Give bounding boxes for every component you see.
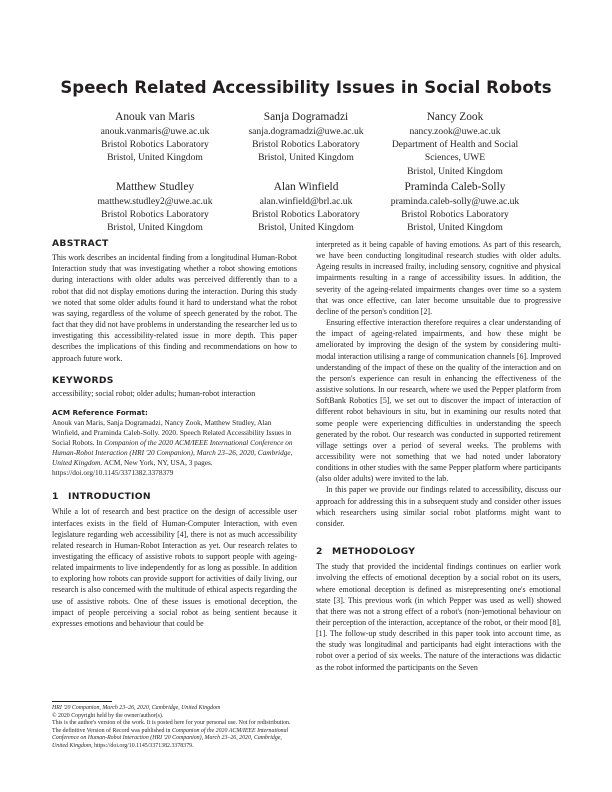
author-affiliation: Bristol Robotics Laboratory	[101, 139, 209, 151]
author-name: Alan Winfield	[273, 181, 339, 193]
introduction-heading	[52, 491, 297, 502]
author-block	[370, 180, 540, 235]
author-block	[70, 180, 240, 235]
introduction-paragraph: In this paper we provide our findings related to accessibility, discuss our approach for addressing this in a subsequent study and consider other issues which researchers using similar social robot platforms might want to consider.	[316, 485, 561, 528]
acm-reference-authors: Anouk van Maris, Sanja Dogramadzi, Nancy Zook, Matthew Studley, Alan Winfield, and Praminda Caleb-Solly. 2020. Speech Related Accessibility Issues in Social Robots. In	[52, 418, 292, 448]
right-column	[316, 239, 561, 673]
introduction-paragraph: Ensuring effective interaction therefore requires a clear understanding of the impact of ageing-related impairments, and how these might be ameliorated by improving the design of the system by considering multi-modal interaction utilising a range of communication channels [6]. Improved understanding of the impact of these on the quality of the interaction and on the person's experience can result in enhancing the effectiveness of the assistive solutions. In our research, where we used the Pepper platform from SoftBank Robotics [5], we set out to discover the impact of interaction of different robot behaviours in situ, but in examining our results noted that some people were experiencing difficulties in understanding the speech generated by the robot. Our research was conducted in supported retirement village settings over a period of several weeks. The problems with accessibility were not something that we had noted under laboratory conditions in other studies with the same Pepper platform where participants (also older adults) were invited to the lab.	[316, 318, 561, 484]
introduction-paragraph-continued: interpreted as it being capable of having emotions. As part of this research, we have been conducting longitudinal research studies with older adults. Ageing results in increased frailty, including sensory, cognitive and physical impairments resulting in a range of accessibility issues. In addition, the severity of the ageing-related impairments changes over time so a system that was once effective, can later become unsuitable due to progressive decline of the person's condition [2].	[316, 240, 561, 316]
footnote-copyright: © 2020 Copyright held by the owner/author(s).	[52, 712, 164, 719]
author-location: Bristol, United Kingdom	[407, 165, 503, 177]
footnote-version-venue: Companion of the 2020 ACM/IEEE International Conference on Human-Robot Interaction (HRI '20 Companion), March 23–26, 2020, Cambridge, United Kingdom,	[52, 727, 289, 749]
methodology-paragraph: The study that provided the incidental findings continues on earlier work involving the effects of emotional deception by a social robot on its users, where emotional deception is defined as misrepresenting one's emotional state [3]. This previous work (in which Pepper was used as well) showed that there was not a strong effect of a robot's (non-)emotional behaviour on their perception of the interaction, acceptance of the robot, or their mood [8],[1]. The follow-up study described in this paper took into account time, as the study was longitudinal and participants had eight interactions with the robot over a period of six weeks. The nature of the interactions was didactic as the robot informed the participants on the Seven	[316, 562, 561, 672]
keywords-text: accessibility; social robot; older adults; human-robot interaction	[52, 388, 256, 398]
author-name: Matthew Studley	[115, 181, 195, 193]
author-affiliation: Bristol Robotics Laboratory	[101, 209, 209, 221]
author-location: Bristol, United Kingdom	[107, 152, 203, 164]
author-email[interactable]: praminda.caleb-solly@uwe.ac.uk	[390, 196, 520, 207]
section-title: METHODOLOGY	[332, 546, 416, 558]
section-title: INTRODUCTION	[68, 491, 151, 503]
footnote-version	[52, 720, 297, 750]
acm-reference-heading: ACM Reference Format:	[52, 408, 148, 418]
acm-reference-doi[interactable]: ACM, New York, NY, USA, 3 pages. https://doi.org/10.1145/3371382.3378379	[52, 458, 213, 478]
author-name: Nancy Zook	[426, 111, 484, 123]
author-location: Bristol, United Kingdom	[107, 222, 203, 234]
acm-reference-venue: Companion of the 2020 ACM/IEEE International Conference on Human-Robot Interaction (HRI '20 Companion), March 23–26, 2020, Cambridge, United Kingdom.	[52, 438, 293, 468]
author-affiliation: Bristol Robotics Laboratory	[252, 209, 360, 221]
introduction-paragraph: While a lot of research and best practice on the design of accessible user interfaces exists in the field of Human-Computer Interaction, with even legislature regarding web accessibility [4], there is not as much accessibility related research in Human-Robot Interaction as yet. Our research relates to investigating the efficacy of assistive robots to support people with ageing-related impairments to live independently for as long as possible. In addition to exploring how robots can provide support for activities of daily living, our research is also concerned with the multitude of ethical aspects regarding the use of assistive robots. One of these issues is emotional deception, the impact of people perceiving a social robot as being sentient because it expresses emotions and behaviour that could be	[52, 507, 297, 628]
author-name: Anouk van Maris	[115, 111, 195, 123]
paper-title: Speech Related Accessibility Issues in Social Robots	[60, 78, 552, 97]
author-block	[370, 110, 540, 178]
author-affiliation: Bristol Robotics Laboratory	[401, 209, 509, 221]
copyright-footnote	[52, 701, 297, 751]
author-block	[221, 180, 391, 235]
footnote-version-text: This is the author's version of the work. It is posted here for your personal use. Not for redistribution. The definitive Version of Record was published in	[52, 720, 291, 734]
abstract-heading: ABSTRACT	[52, 238, 109, 249]
section-number: 2	[316, 546, 323, 558]
methodology-heading	[316, 546, 561, 557]
left-column	[52, 238, 297, 629]
author-email[interactable]: alan.winfield@brl.ac.uk	[259, 196, 353, 207]
keywords-heading: KEYWORDS	[52, 374, 114, 386]
acm-reference-text	[52, 418, 297, 478]
author-affiliation: Bristol Robotics Laboratory	[252, 139, 360, 151]
author-email[interactable]: matthew.studley2@uwe.ac.uk	[97, 196, 213, 207]
author-email[interactable]: sanja.dogramadzi@uwe.ac.uk	[248, 126, 364, 137]
author-block	[221, 110, 391, 165]
author-name: Praminda Caleb-Solly	[404, 181, 506, 193]
section-number: 1	[52, 491, 59, 503]
author-block	[70, 110, 240, 165]
abstract-text: This work describes an incidental finding from a longitudinal Human-Robot Interaction study that was investigating whether a robot showing emotions during interactions with older adults was perceived differently than to a robot that did not display emotions during the interaction. During this study we noted that some older adults found it hard to understand what the robot was saying, regardless of the volume of speech generated by the robot. The fact that they did not have problems in understanding the researcher led us to investigating this accessibility-related issue in more depth. This paper describes the implications of this finding and recommendations on how to approach future work.	[52, 253, 297, 363]
footnote-rule	[52, 701, 112, 702]
author-location: Bristol, United Kingdom	[258, 152, 354, 164]
footnote-venue: HRI '20 Companion, March 23–26, 2020, Cambridge, United Kingdom	[52, 705, 221, 711]
author-location: Bristol, United Kingdom	[258, 222, 354, 234]
author-affiliation: Sciences, UWE	[424, 152, 486, 164]
author-name: Sanja Dogramadzi	[263, 111, 349, 123]
footnote-doi[interactable]: https://doi.org/10.1145/3371382.3378379.	[92, 742, 194, 749]
author-email[interactable]: nancy.zook@uwe.ac.uk	[409, 126, 501, 137]
author-location: Bristol, United Kingdom	[407, 222, 503, 234]
author-affiliation: Department of Health and Social	[391, 139, 519, 151]
author-email[interactable]: anouk.vanmaris@uwe.ac.uk	[100, 126, 210, 137]
